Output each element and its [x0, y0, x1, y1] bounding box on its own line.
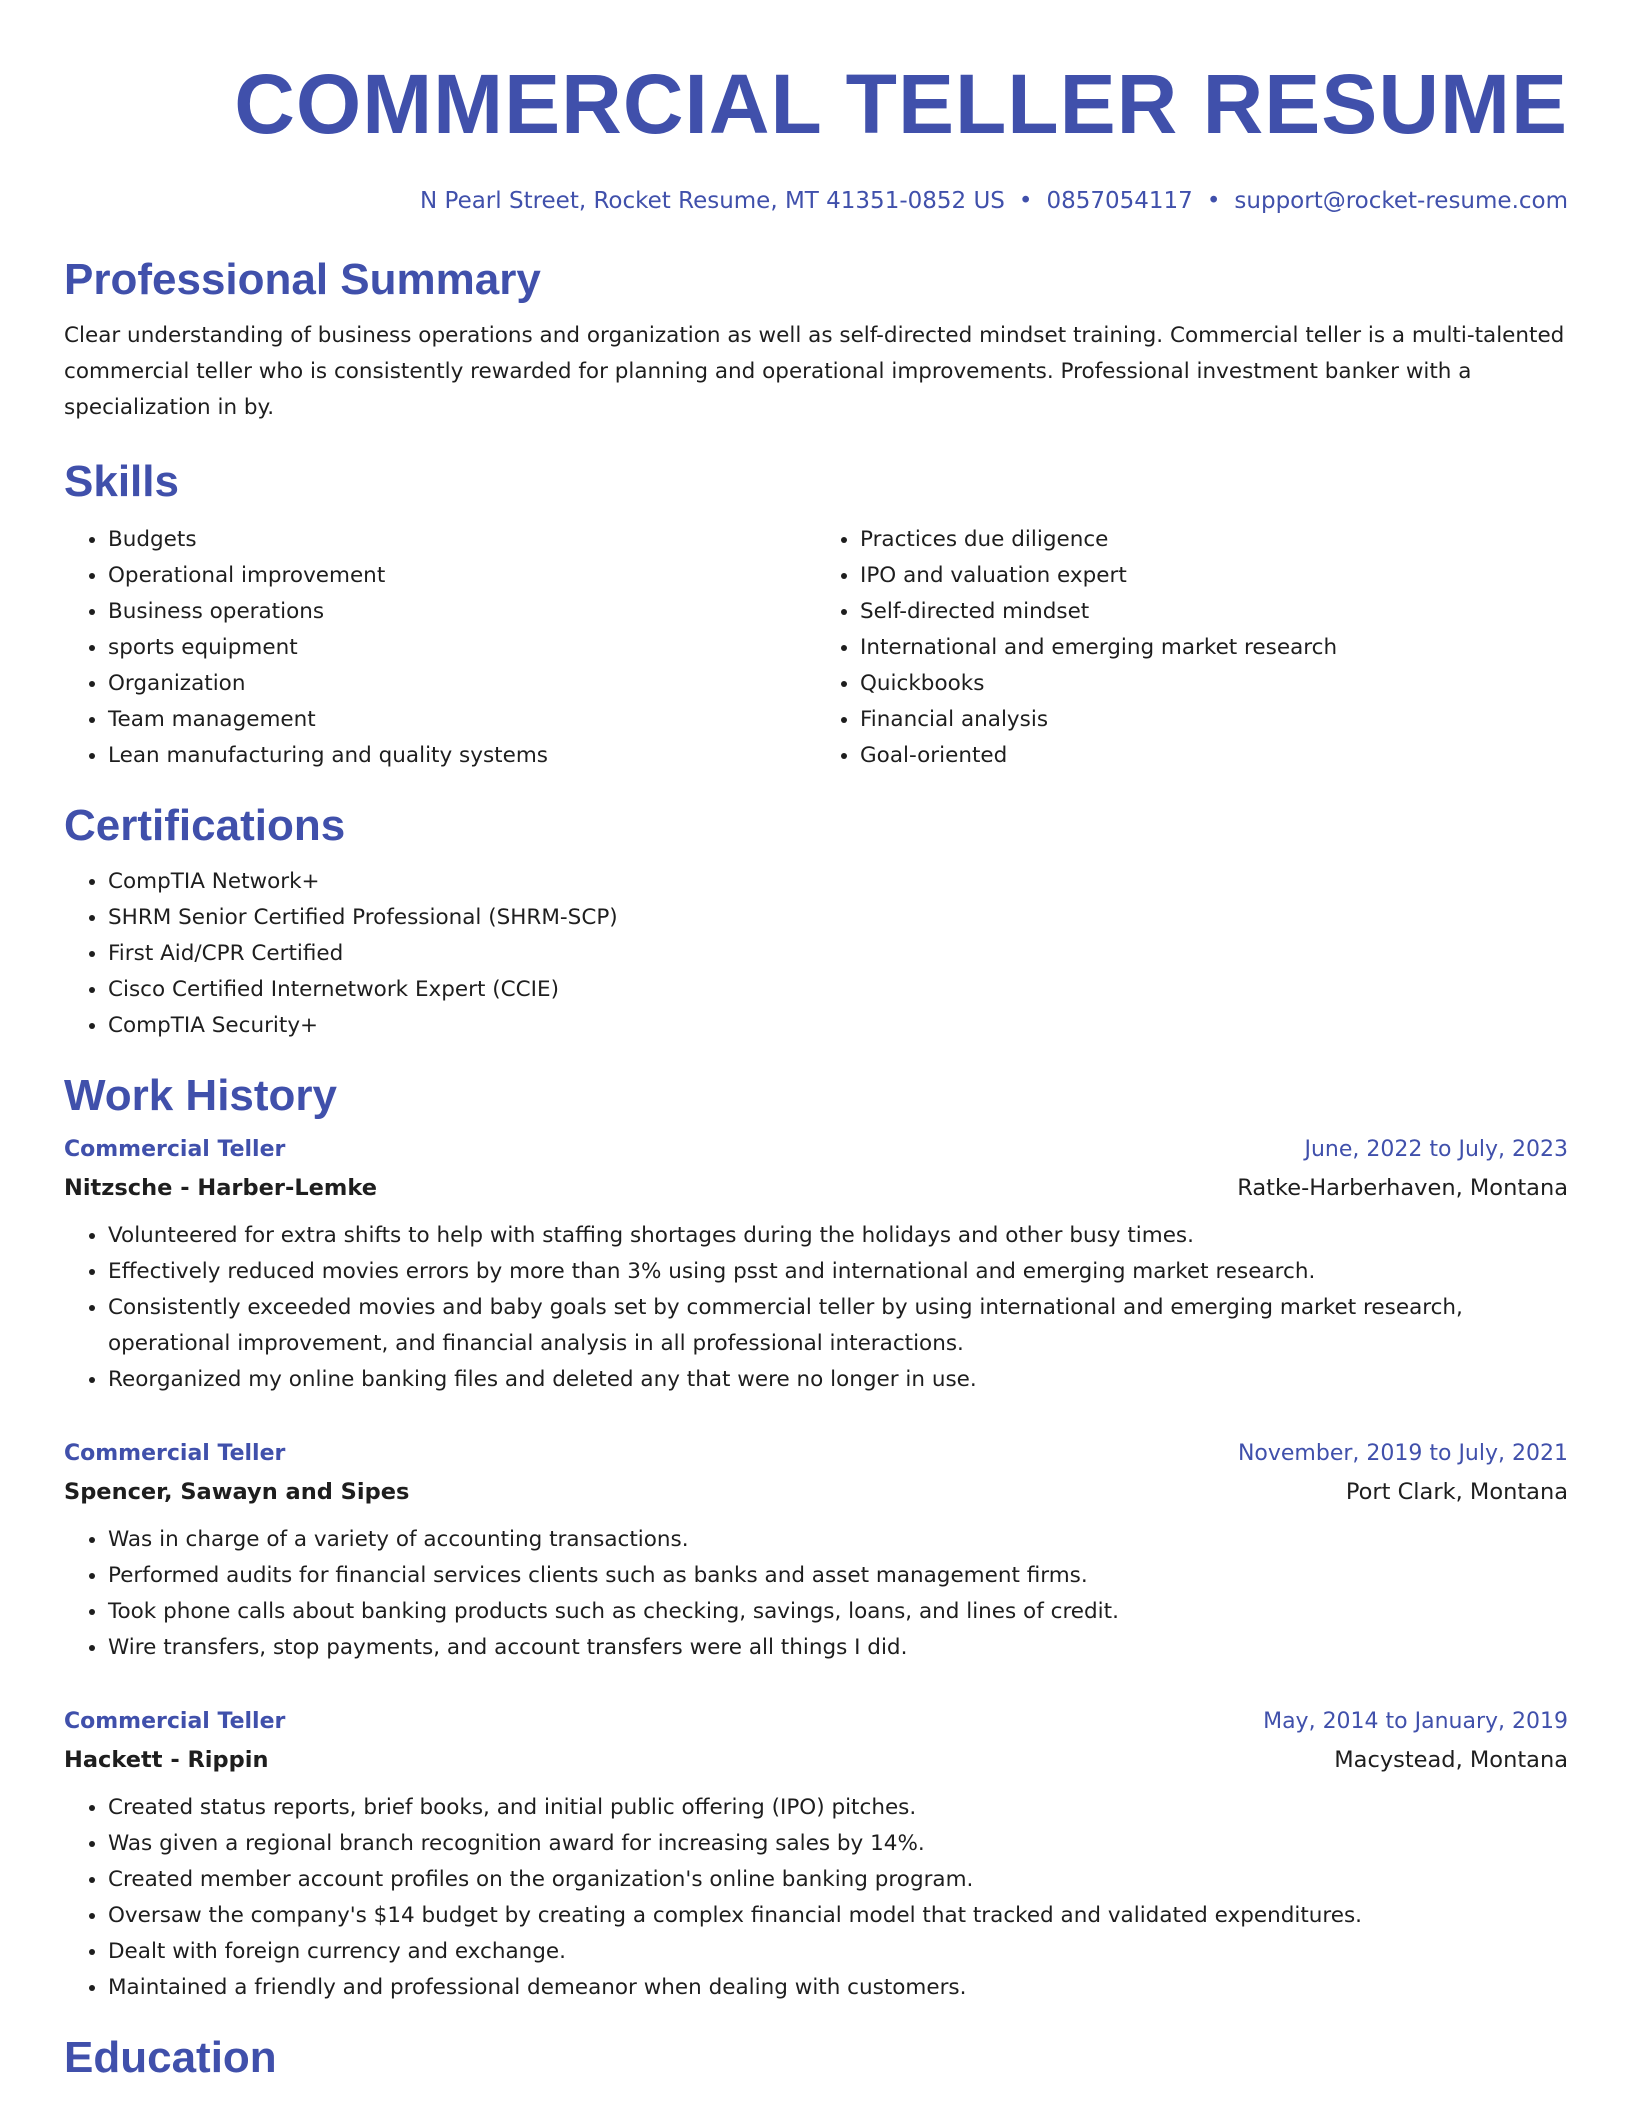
- job-location: Macystead, Montana: [1334, 1747, 1568, 1773]
- resume-name: COMMERCIAL TELLER RESUME: [234, 57, 1568, 151]
- section-title-education: Education: [64, 2033, 277, 2082]
- certification-item: • CompTIA Network+: [108, 864, 1568, 900]
- job-company: Spencer, Sawayn and Sipes: [64, 1479, 410, 1505]
- skill-item: • Lean manufacturing and quality systems: [108, 738, 816, 774]
- certifications-list: [64, 864, 1568, 1044]
- job-bullets: [64, 1522, 1568, 1666]
- certification-item: • Cisco Certified Internetwork Expert (CCIE): [108, 972, 1568, 1008]
- job-bullets: [64, 1218, 1568, 1398]
- contact-phone: 0857054117: [1046, 188, 1193, 214]
- job-bullet: • Created status reports, brief books, and initial public offering (IPO) pitches.: [108, 1790, 1568, 1826]
- summary-text: Clear understanding of business operations and organization as well as self-directed mindset training. Commercial teller is a multi-talented commercial teller who is consistently rewarded for planning and operational improvements. Professional investment banker with a specialization in by.: [64, 323, 1565, 420]
- job-bullets: [64, 1790, 1568, 2006]
- skill-item: • International and emerging market research: [860, 630, 1568, 666]
- job-title: Commercial Teller: [64, 1709, 286, 1734]
- skills-list-right: [816, 522, 1568, 774]
- job-dates: November, 2019 to July, 2021: [1237, 1441, 1568, 1466]
- skill-item: • Practices due diligence: [860, 522, 1568, 558]
- job-dates: May, 2014 to January, 2019: [1263, 1709, 1568, 1734]
- contact-line: [64, 186, 1568, 216]
- job-header-row: [64, 1132, 1568, 1168]
- skill-item: • Budgets: [108, 522, 816, 558]
- skill-item: • Team management: [108, 702, 816, 738]
- job-bullet: • Created member account profiles on the organization's online banking program.: [108, 1862, 1568, 1898]
- section-title-work-history: Work History: [64, 1071, 338, 1120]
- job-bullet: • Took phone calls about banking products such as checking, savings, loans, and lines of credit.: [108, 1594, 1568, 1630]
- job-bullet: • Was in charge of a variety of accounting transactions.: [108, 1522, 1568, 1558]
- job-bullet: • Was given a regional branch recognition award for increasing sales by 14%.: [108, 1826, 1568, 1862]
- job-bullet: • Reorganized my online banking files and deleted any that were no longer in use.: [108, 1362, 1568, 1398]
- job-bullet: • Performed audits for financial services clients such as banks and asset management firms.: [108, 1558, 1568, 1594]
- contact-separator: •: [1018, 188, 1033, 214]
- job-bullet: • Wire transfers, stop payments, and account transfers were all things I did.: [108, 1630, 1568, 1666]
- job-title: Commercial Teller: [64, 1137, 286, 1162]
- skill-item: • Financial analysis: [860, 702, 1568, 738]
- skill-item: • Operational improvement: [108, 558, 816, 594]
- job-bullet: • Effectively reduced movies errors by more than 3% using psst and international and emerging market research.: [108, 1254, 1568, 1290]
- job-bullet: • Maintained a friendly and professional demeanor when dealing with customers.: [108, 1970, 1568, 2006]
- job-company-row: [64, 1168, 1568, 1208]
- resume-header: [64, 56, 1568, 216]
- contact-address: N Pearl Street, Rocket Resume, MT 41351-0852 US: [420, 188, 1005, 214]
- section-title-certifications: Certifications: [64, 801, 346, 850]
- job-bullet: • Dealt with foreign currency and exchange.: [108, 1934, 1568, 1970]
- certification-item: • CompTIA Security+: [108, 1008, 1568, 1044]
- job-entry: [64, 1436, 1568, 1666]
- skill-item: • Quickbooks: [860, 666, 1568, 702]
- job-bullet: • Oversaw the company's $14 budget by creating a complex financial model that tracked and validated expenditures.: [108, 1898, 1568, 1934]
- skill-item: • IPO and valuation expert: [860, 558, 1568, 594]
- skill-item: • Organization: [108, 666, 816, 702]
- certification-item: • First Aid/CPR Certified: [108, 936, 1568, 972]
- job-location: Ratke-Harberhaven, Montana: [1237, 1175, 1568, 1201]
- certification-item: • SHRM Senior Certified Professional (SHRM-SCP): [108, 900, 1568, 936]
- job-title: Commercial Teller: [64, 1441, 286, 1466]
- section-title-skills: Skills: [64, 457, 179, 506]
- job-entry: [64, 1704, 1568, 2006]
- skill-item: • sports equipment: [108, 630, 816, 666]
- skills-list-left: [64, 522, 816, 774]
- skill-item: • Self-directed mindset: [860, 594, 1568, 630]
- job-header-row: [64, 1704, 1568, 1740]
- job-bullet: • Volunteered for extra shifts to help with staffing shortages during the holidays and other busy times.: [108, 1218, 1568, 1254]
- job-location: Port Clark, Montana: [1345, 1479, 1568, 1505]
- contact-separator: •: [1206, 188, 1221, 214]
- skill-item: • Business operations: [108, 594, 816, 630]
- job-company-row: [64, 1740, 1568, 1780]
- job-dates: June, 2022 to July, 2023: [1304, 1137, 1568, 1162]
- skills-columns: [64, 522, 1568, 774]
- contact-email[interactable]: support@rocket-resume.com: [1234, 188, 1568, 214]
- job-company: Nitzsche - Harber-Lemke: [64, 1175, 377, 1201]
- job-entry: [64, 1132, 1568, 1398]
- section-title-summary: Professional Summary: [64, 255, 541, 304]
- job-company-row: [64, 1472, 1568, 1512]
- skill-item: • Goal-oriented: [860, 738, 1568, 774]
- job-header-row: [64, 1436, 1568, 1472]
- job-company: Hackett - Rippin: [64, 1747, 269, 1773]
- job-bullet: • Consistently exceeded movies and baby goals set by commercial teller by using international and emerging market research, operational improvement, and financial analysis in all professional interactions.: [108, 1290, 1568, 1362]
